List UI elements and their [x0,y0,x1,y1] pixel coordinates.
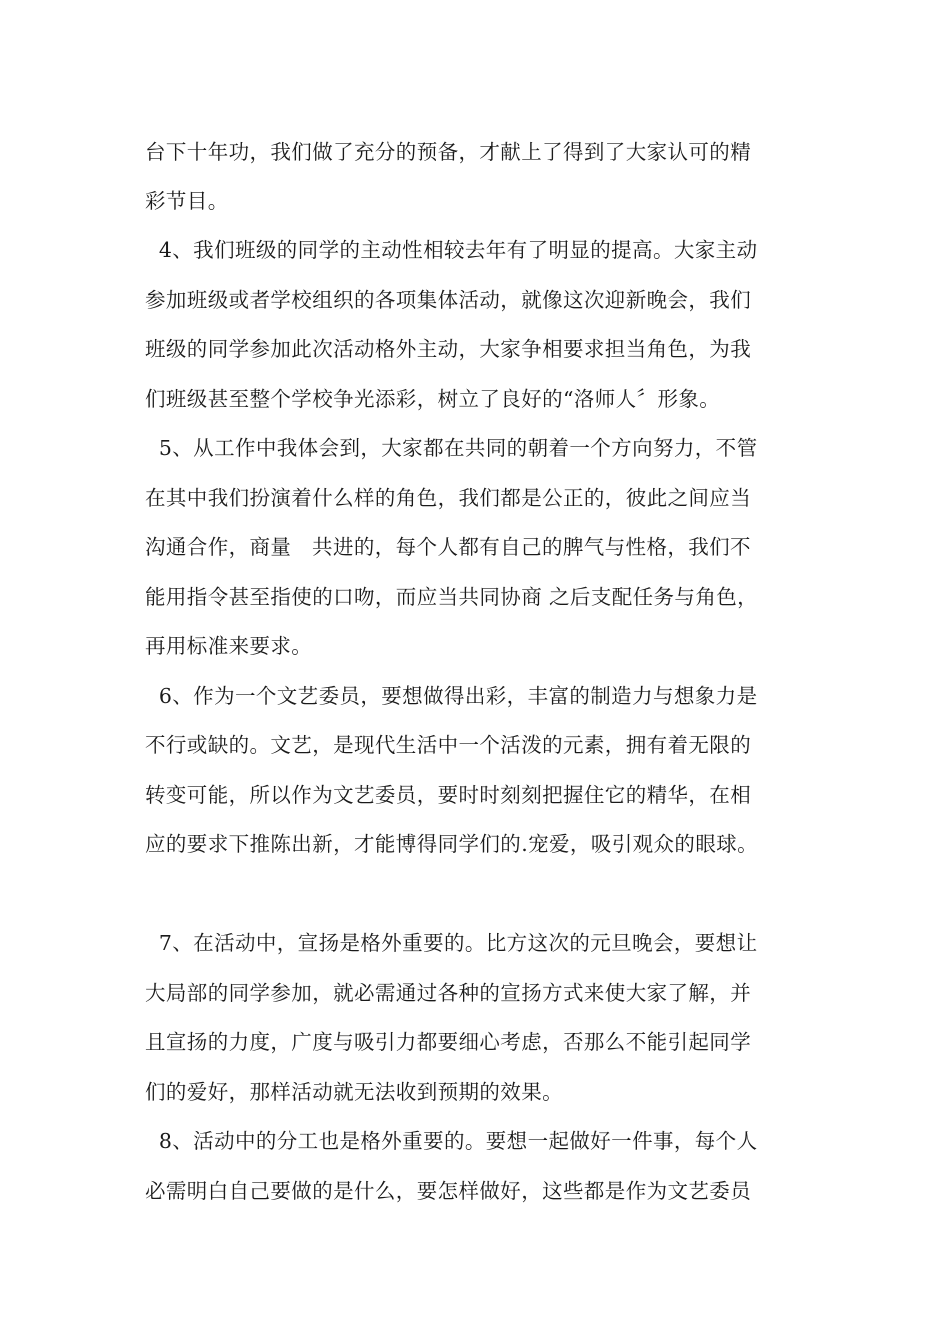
text-line-4: 参加班级或者学校组织的各项集体活动，就像这次迎新晚会，我们 [145,288,752,312]
text-line-14: 转变可能，所以作为文艺委员，要时时刻刻把握住它的精华，在相 [145,783,752,807]
text-line-10: 能用指令甚至指使的口吻，而应当共同协商 之后支配任务与角色， [145,585,759,609]
text-line-11: 再用标准来要求。 [145,634,313,658]
text-line-8: 在其中我们扮演着什么样的角色，我们都是公正的，彼此之间应当 [145,486,752,510]
text-line-20: 8、活动中的分工也是格外重要的。要想一起做好一件事，每个人 [145,1129,758,1153]
text-line-1: 台下十年功，我们做了充分的预备，才献上了得到了大家认可的精 [145,140,752,164]
text-line-6: 们班级甚至整个学校争光添彩，树立了良好的“洛师人〞形象。 [145,387,721,411]
text-line-17: 大局部的同学参加，就必需通过各种的宣扬方式来使大家了解，并 [145,981,752,1005]
text-line-16: 7、在活动中，宣扬是格外重要的。比方这次的元旦晚会，要想让 [145,931,758,955]
text-line-19: 们的爱好，那样活动就无法收到预期的效果。 [145,1080,563,1104]
text-line-13: 不行或缺的。文艺，是现代生活中一个活泼的元素，拥有着无限的 [145,733,752,757]
text-line-21: 必需明白自己要做的是什么，要怎样做好，这些都是作为文艺委员 [145,1179,752,1203]
text-line-15: 应的要求下推陈出新，才能博得同学们的.宠爱，吸引观众的眼球。 [145,832,759,856]
text-line-18: 且宣扬的力度，广度与吸引力都要细心考虑，否那么不能引起同学 [145,1030,752,1054]
text-line-9: 沟通合作，商量 共进的，每个人都有自己的脾气与性格，我们不 [145,535,751,559]
text-line-3: 4、我们班级的同学的主动性相较去年有了明显的提高。大家主动 [145,238,758,262]
text-line-5: 班级的同学参加此次活动格外主动，大家争相要求担当角色，为我 [145,337,752,361]
text-line-7: 5、从工作中我体会到，大家都在共同的朝着一个方向努力，不管 [145,436,758,460]
text-line-2: 彩节目。 [145,189,229,213]
text-line-12: 6、作为一个文艺委员，要想做得出彩，丰富的制造力与想象力是 [145,684,758,708]
